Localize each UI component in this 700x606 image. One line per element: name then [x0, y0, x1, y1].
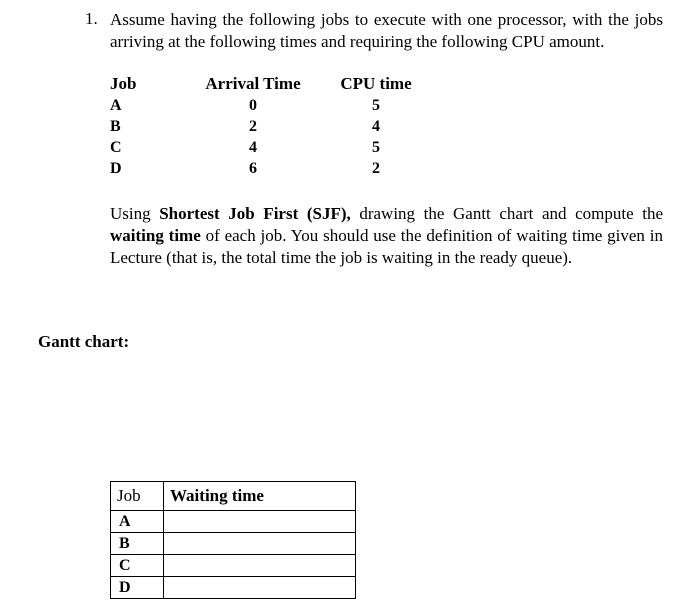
jobs-table — [110, 73, 426, 179]
job-cell: A — [110, 96, 122, 114]
job-cell: C — [111, 555, 164, 577]
job-cell: B — [111, 533, 164, 555]
arrival-cell: 6 — [249, 159, 257, 177]
table-row — [111, 555, 356, 577]
question-text: Assume having the following jobs to execute with one processor, with the jobs arriving at the following times and requiring the following CPU amount. — [110, 10, 663, 51]
table-row — [110, 137, 426, 158]
table-row — [110, 95, 426, 116]
header-waiting-time: Waiting time — [164, 482, 356, 511]
sjf-emphasis: Shortest Job First (SJF), — [159, 204, 351, 223]
waiting-time-cell — [164, 533, 356, 555]
job-cell: A — [111, 511, 164, 533]
table-row — [110, 116, 426, 137]
table-row — [111, 577, 356, 599]
instructions-part-3: of each job. You should use the definition of waiting time given in Lecture (that is, the total time the job is waiting in the ready queue). — [110, 226, 663, 267]
waiting-time-emphasis: waiting time — [110, 226, 201, 245]
header-cpu-time: CPU time — [340, 74, 412, 93]
cpu-cell: 5 — [372, 138, 380, 156]
waiting-time-table — [110, 481, 356, 599]
jobs-table-header — [110, 73, 426, 95]
instructions-part-1: Using — [110, 204, 160, 223]
job-cell: B — [110, 117, 121, 135]
cpu-cell: 4 — [372, 117, 380, 135]
cpu-cell: 2 — [372, 159, 380, 177]
cpu-cell: 5 — [372, 96, 380, 114]
job-cell: C — [110, 138, 122, 156]
header-job: Job — [111, 482, 164, 511]
table-row — [110, 158, 426, 179]
waiting-time-cell — [164, 577, 356, 599]
waiting-time-cell — [164, 555, 356, 577]
instructions-part-2: drawing the Gantt chart and compute the — [350, 204, 663, 223]
table-row — [111, 533, 356, 555]
gantt-chart-label: Gantt chart: — [38, 332, 130, 351]
header-arrival-time: Arrival Time — [205, 74, 301, 93]
question-number: 1. — [85, 9, 98, 28]
table-row — [111, 511, 356, 533]
waiting-time-cell — [164, 511, 356, 533]
header-job: Job — [110, 74, 137, 93]
job-cell: D — [110, 159, 122, 177]
waiting-table-header — [111, 482, 356, 511]
arrival-cell: 2 — [249, 117, 257, 135]
arrival-cell: 4 — [249, 138, 257, 156]
instructions-text — [110, 203, 663, 269]
arrival-cell: 0 — [249, 96, 257, 114]
job-cell: D — [111, 577, 164, 599]
